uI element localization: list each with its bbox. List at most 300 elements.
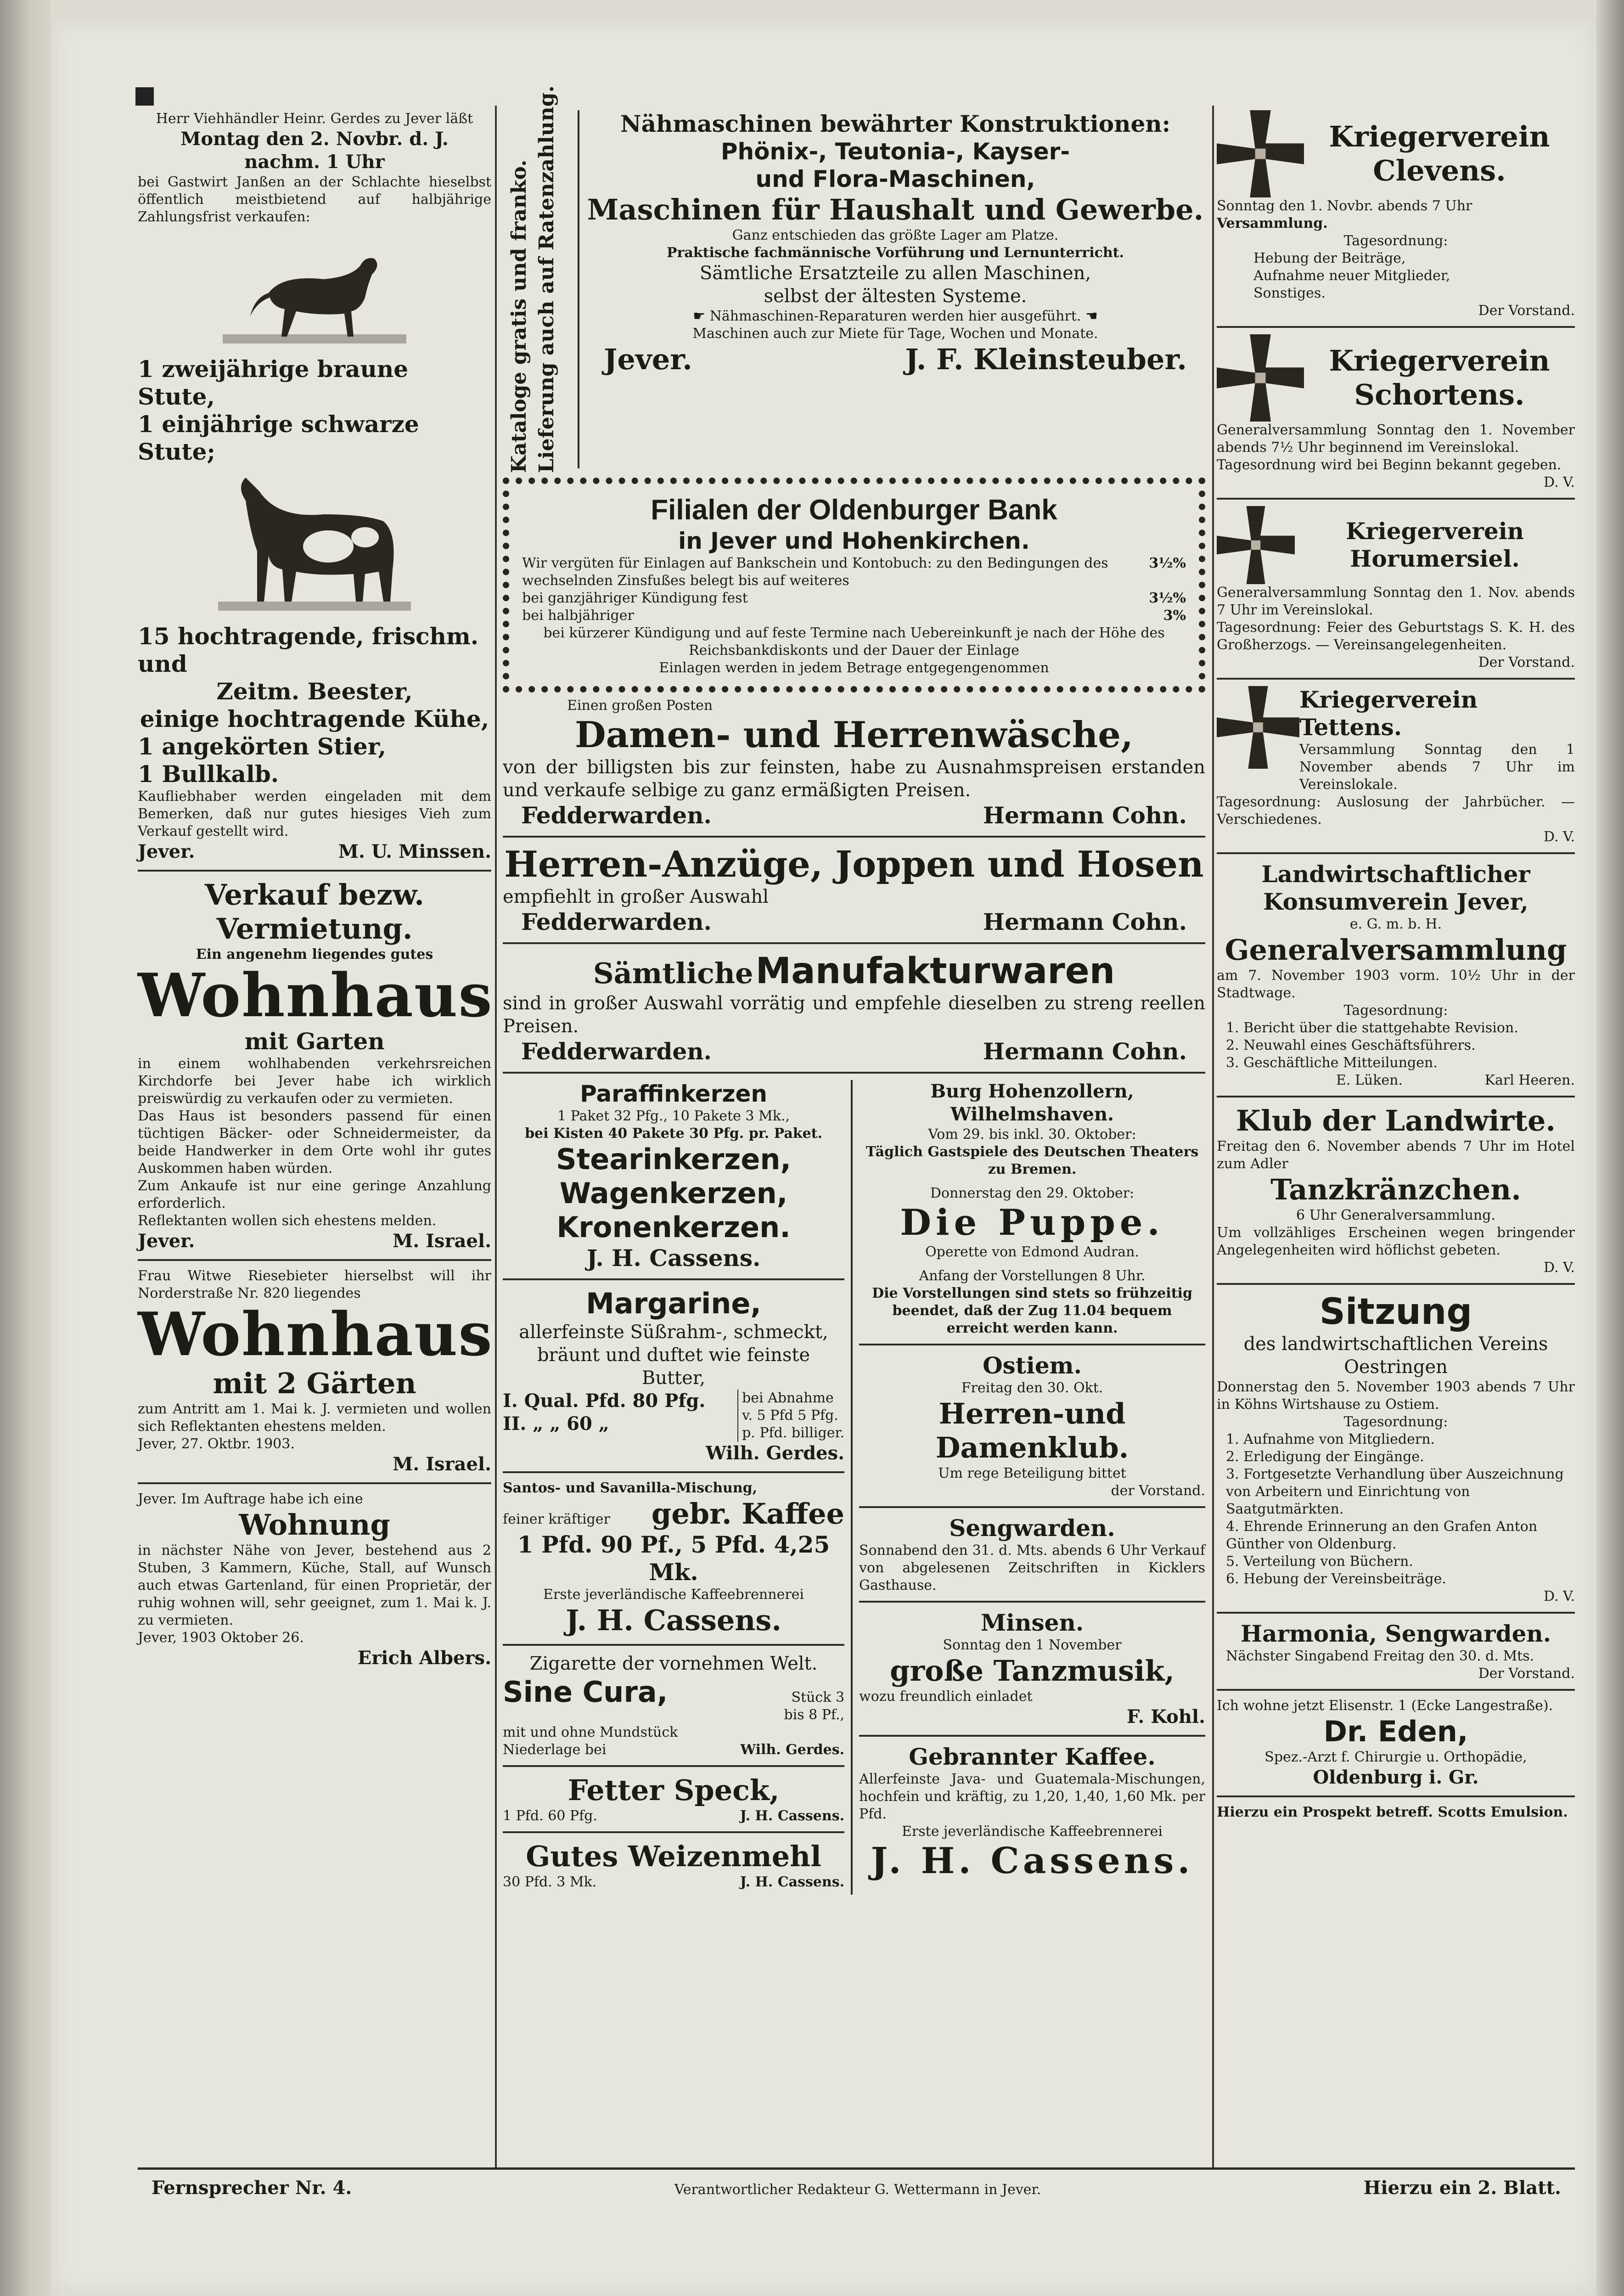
cattle-line1: 1 zweijährige braune Stute, (138, 355, 409, 410)
house1-title1: Verkauf bezw. (205, 878, 424, 912)
kriegerverein-schortens-ad (1217, 334, 1575, 491)
cattle-line4: Zeitm. Beester, (216, 678, 413, 705)
house2-intro: Frau Witwe Riesebieter hierselbst will ihr Norderstraße Nr. 820 liegendes (138, 1268, 491, 1301)
kriegerverein-horumersiel-ad (1217, 506, 1575, 671)
bank-sub: in Jever und Hohenkirchen. (678, 528, 1030, 554)
bacon-row (503, 1807, 844, 1825)
konsum-title3: e. G. m. b. H. (1349, 916, 1442, 932)
ostiem-title: Ostiem. (983, 1352, 1082, 1379)
cattle-signature-row (138, 840, 491, 863)
house1-text2: Das Haus ist besonders passend für einen tüchtigen Bäcker- oder Schneidermeister, da beide Handwerker in dem Orte wohl ihr gutes Auskommen haben würden. (138, 1108, 491, 1176)
schortens-text2: Tagesordnung wird bei Beginn bekannt gegeben. (1217, 457, 1562, 473)
konsum-a2: 2. Neuwahl eines Geschäftsführers. (1226, 1037, 1476, 1053)
cohn2-text: empfiehlt in großer Auswahl (503, 886, 769, 907)
bank-text2: bei ganzjähriger Kündigung fest (522, 590, 748, 606)
clevens-title1: Kriegerverein (1329, 120, 1550, 153)
footer-supplement: Hierzu ein 2. Blatt. (1363, 2177, 1561, 2199)
konsum-big: Generalversammlung (1225, 933, 1567, 967)
minsen-date: Sonntag den 1 November (943, 1637, 1122, 1653)
candles-title: Paraffinkerzen (580, 1080, 767, 1107)
klub-landwirte-ad (1217, 1104, 1575, 1277)
house-rent-ad (138, 1267, 491, 1476)
house1-intro: Ein angenehm liegendes gutes (196, 946, 433, 962)
cohn2-big: Herren-Anzüge, Joppen und Hosen (504, 844, 1204, 885)
house1-signature: M. Israel. (393, 1230, 491, 1252)
sitzung-a5: 5. Verteilung von Büchern. (1226, 1553, 1413, 1570)
coffee-ad (503, 1480, 844, 1638)
cigar-intro: Zigarette der vornehmen Welt. (529, 1653, 818, 1674)
clevens-header (1217, 110, 1575, 197)
clevens-a1: Hebung der Beiträge, (1253, 250, 1406, 266)
candles-ad (503, 1080, 844, 1272)
minsen-signature: F. Kohl. (1127, 1706, 1205, 1728)
sitzung-a4: 4. Ehrende Erinnerung an den Grafen Anton Günther von Oldenburg. (1226, 1519, 1538, 1552)
cigar-big: Sine Cura, (503, 1675, 668, 1709)
divider (503, 942, 1205, 944)
minsen-title: Minsen. (980, 1609, 1084, 1636)
divider (1217, 1795, 1575, 1797)
middle-column (503, 473, 1205, 1895)
footer-phone: Fernsprecher Nr. 4. (152, 2177, 352, 2199)
konsum-a1: 1. Bericht über die stattgehabte Revision. (1226, 1020, 1518, 1036)
klub-signature: D. V. (1543, 1260, 1575, 1276)
bank-text5: Einlagen werden in jedem Betrage entgegengenommen (659, 660, 1049, 676)
cattle-time: nachm. 1 Uhr (244, 151, 385, 173)
sewing-sub: Maschinen für Haushalt und Gewerbe. (587, 193, 1204, 226)
divider (503, 1831, 844, 1833)
coffee-note: Erste jeverländische Kaffeebrennerei (543, 1587, 804, 1603)
harmonia-title: Harmonia, Sengwarden. (1240, 1620, 1551, 1647)
right-column (1217, 110, 1575, 1821)
flour-row (503, 1874, 844, 1891)
cigar-price1: Stück 3 (791, 1689, 845, 1705)
installment-vertical-text: Lieferung auch auf Ratenzahlung. (535, 85, 558, 473)
minsen-big: große Tanzmusik, (890, 1654, 1174, 1688)
cohn3-big: Manufakturwaren (755, 951, 1115, 992)
divider (1217, 678, 1575, 680)
candles-text1: 1 Paket 32 Pfg., 10 Pakete 3 Mk., (557, 1108, 790, 1124)
cattle-line5: einige hochtragende Kühe, (140, 705, 489, 732)
coffee-signature: J. H. Cassens. (566, 1604, 781, 1637)
theater-text2: Täglich Gastspiele des Deutschen Theaters zu Bremen. (865, 1144, 1199, 1177)
sitzung-signature: D. V. (1543, 1588, 1575, 1604)
sitzung-ad (1217, 1291, 1575, 1605)
divider (1217, 326, 1575, 328)
roasted-coffee-ad (859, 1743, 1205, 1882)
cattle-date: Montag den 2. Novbr. d. J. (180, 128, 449, 150)
column-rule-right (1212, 106, 1214, 2167)
schortens-title1: Kriegerverein (1329, 344, 1550, 377)
sengwarden-text: Sonnabend den 31. d. Mts. abends 6 Uhr Verkauf von abgelesenen Zeitschriften in Kicklers Gasthause. (859, 1542, 1205, 1593)
klub-text2: 6 Uhr Generalversammlung. (1296, 1207, 1495, 1223)
sewing-title: Nähmaschinen bewährter Konstruktionen: (620, 110, 1171, 137)
house2-signature: M. Israel. (393, 1453, 491, 1475)
bank-rate3: 3% (1163, 608, 1186, 624)
coffee-title: gebr. Kaffee (651, 1497, 845, 1531)
flat-rent-ad (138, 1491, 491, 1670)
cigarette-ad (503, 1652, 844, 1759)
candles-line2: Wagenkerzen, (559, 1176, 788, 1210)
ostiem-big: Herren-und Damenklub. (935, 1397, 1129, 1464)
flat-signature: Erich Albers. (357, 1647, 491, 1669)
cohn2-signature-row (503, 908, 1205, 936)
theater-title: Burg Hohenzollern, Wilhelmshaven. (930, 1080, 1134, 1125)
house1-signature-row (138, 1230, 491, 1253)
sitzung-a2: 2. Erledigung der Eingänge. (1226, 1449, 1424, 1465)
sewing-text5: Nähmaschinen-Reparaturen werden hier ausgeführt. (709, 308, 1081, 324)
konsum-signature-row (1217, 1072, 1575, 1089)
harmonia-text: Nächster Singabend Freitag den 30. d. Mts. (1226, 1648, 1534, 1664)
house1-text3: Zum Ankaufe ist nur eine geringe Anzahlung erforderlich. (138, 1178, 491, 1211)
divider (859, 1601, 1205, 1603)
eden-text3: Oldenburg i. Gr. (1313, 1767, 1479, 1788)
left-column (138, 110, 491, 1673)
coffee2-note: Erste jeverländische Kaffeebrennerei (902, 1823, 1163, 1840)
bank-rate2: 3½% (1149, 590, 1186, 606)
house2-sub: mit 2 Gärten (213, 1367, 416, 1400)
bank-rate3-row (522, 607, 1186, 625)
cigar-signature: Wilh. Gerdes. (740, 1742, 845, 1758)
candles-line3: Kronenkerzen. (556, 1210, 791, 1244)
divider (1217, 852, 1575, 854)
cattle-line2: 1 einjährige schwarze Stute; (138, 411, 419, 465)
house-sale-ad (138, 878, 491, 1253)
sitzung-place: Oestringen (1344, 1356, 1448, 1378)
flour-price: 30 Pfd. 3 Mk. (503, 1874, 597, 1890)
divider (503, 1644, 844, 1646)
house2-big: Wohnhaus (138, 1299, 493, 1369)
cigar-sign-row (503, 1741, 844, 1759)
pointing-hand-icon: ☛ (693, 308, 710, 324)
konsum-a3: 3. Geschäftliche Mitteilungen. (1226, 1055, 1438, 1071)
margarine-note3: p. Pfd. billiger. (742, 1425, 845, 1441)
sewing-brands1: Phönix-, Teutonia-, Kayser- (720, 138, 1070, 165)
cohn-textiles-ad (503, 951, 1205, 1065)
konsum-sign2: Karl Heeren. (1484, 1072, 1575, 1088)
bacon-price: 1 Pfd. 60 Pfg. (503, 1808, 597, 1824)
house1-place-sign: Jever. (138, 1230, 195, 1252)
clevens-agenda-title: Tagesordnung: (1343, 233, 1448, 249)
horumersiel-title2: Horumersiel. (1350, 545, 1520, 572)
cohn-suits-ad (503, 844, 1205, 936)
theater-sub: Operette von Edmond Audran. (925, 1244, 1139, 1260)
divider (503, 1072, 1205, 1074)
bacon-signature: J. H. Cassens. (740, 1808, 845, 1824)
house1-big: Wohnhaus (138, 960, 493, 1030)
divider (138, 870, 491, 872)
cigar-title-row (503, 1675, 844, 1724)
margarine-text: allerfeinste Süßrahm-, schmeckt, bräunt und duftet wie feinste Butter, (519, 1322, 828, 1389)
konsumverein-ad (1217, 861, 1575, 1089)
cohn3-lead: Sämtliche (593, 957, 753, 990)
divider (1217, 1096, 1575, 1097)
cattle-signature: M. U. Minssen. (338, 841, 491, 862)
cattle-auction-ad (138, 110, 491, 863)
iron-cross-icon (1217, 506, 1295, 584)
cigar-price-block (784, 1689, 844, 1724)
konsum-agenda-title: Tagesordnung: (1343, 1002, 1448, 1019)
margarine-price-row (503, 1390, 844, 1442)
flat-date: Jever, 1903 Oktober 26. (138, 1630, 304, 1646)
coffee-title-row (503, 1497, 844, 1531)
horumersiel-titles (1295, 518, 1575, 573)
konsum-title1: Landwirtschaftlicher (1261, 861, 1530, 888)
schortens-signature: D. V. (1543, 474, 1575, 490)
pointing-hand-icon: ☚ (1085, 308, 1098, 324)
bank-title: Filialen der Oldenburger Bank (651, 494, 1057, 526)
divider (138, 1259, 491, 1261)
cohn1-place-sign: Fedderwarden. (521, 802, 712, 829)
cohn3-text: sind in großer Auswahl vorrätig und empfehle dieselben zu streng reellen Preisen. (503, 993, 1205, 1037)
konsum-text: am 7. November 1903 vorm. 10½ Uhr in der Stadtwage. (1217, 968, 1575, 1001)
margarine-title: Margarine, (586, 1287, 761, 1320)
theater-note: Die Vorstellungen sind stets so frühzeitig beendet, daß der Zug 11.04 bequem erreicht werden kann. (872, 1285, 1192, 1336)
candles-text2: bei Kisten 40 Pakete 30 Pfg. pr. Paket. (525, 1125, 822, 1142)
divider (859, 1344, 1205, 1345)
konsum-title2: Konsumverein Jever, (1263, 888, 1528, 915)
cohn1-signature-row (503, 802, 1205, 829)
divider (138, 1482, 491, 1484)
divider (503, 836, 1205, 838)
dr-eden-ad (1217, 1697, 1575, 1789)
clevens-titles (1304, 120, 1575, 188)
divider (1217, 1283, 1575, 1285)
bank-rate1: 3½% (1149, 555, 1186, 571)
bank-rate1-row (522, 555, 1186, 590)
coffee-intro2: feiner kräftiger (503, 1511, 610, 1527)
house1-text1: in einem wohlhabenden verkehrsreichen Kirchdorfe bei Jever habe ich wirklich preiswürdig zu verkaufen oder zu vermieten. (138, 1056, 491, 1107)
cattle-line7: 1 Bullkalb. (138, 760, 279, 788)
theater-ad (859, 1080, 1205, 1337)
horumersiel-title1: Kriegerverein (1345, 518, 1524, 545)
sewing-sidebar-vertical (503, 85, 581, 482)
page-edge (1596, 0, 1624, 2296)
clevens-a3: Sonstiges. (1253, 285, 1326, 301)
harmonia-signature: Der Vorstand. (1478, 1666, 1575, 1682)
tettens-text1: Versammlung Sonntag den 1 November abends 7 Uhr im Vereinslokale. (1299, 742, 1575, 793)
cohn-linen-ad (503, 697, 1205, 829)
house1-sub: mit Garten (244, 1028, 385, 1055)
harmonia-ad (1217, 1620, 1575, 1683)
sewing-brands2: und Flora-Maschinen, (755, 166, 1035, 192)
minsen-text: wozu freundlich einladet (859, 1688, 1033, 1705)
iron-cross-icon (1217, 110, 1304, 197)
cattle-place-sign: Jever. (138, 841, 195, 862)
sengwarden-ad (859, 1514, 1205, 1594)
tettens-signature: D. V. (1543, 829, 1575, 845)
house1-title2: Vermietung. (216, 912, 413, 945)
sitzung-big: Sitzung (1319, 1291, 1472, 1333)
cohn3-place-sign: Fedderwarden. (521, 1038, 712, 1065)
flour-title: Gutes Weizenmehl (526, 1840, 821, 1873)
margarine-prices (503, 1390, 705, 1442)
cohn2-signature: Hermann Cohn. (983, 908, 1187, 935)
klub-title: Klub der Landwirte. (1236, 1104, 1556, 1137)
ostiem-text: Um rege Beteiligung bittet (938, 1465, 1126, 1481)
house2-date: Jever, 27. Oktbr. 1903. (138, 1436, 295, 1452)
flat-text: in nächster Nähe von Jever, bestehend aus 2 Stuben, 3 Kammern, Küche, Stall, auf Wunsch auch etwas Gartenland, für einen Proprietär, der ruhig wohnen will, sehr geeignet, zum 1. Mai k. J. zu vermieten. (138, 1542, 491, 1628)
flour-ad (503, 1840, 844, 1891)
coffee2-signature: J. H. Cassens. (871, 1840, 1194, 1882)
column-rule-left (495, 106, 497, 2167)
cow-illustration (209, 468, 420, 620)
margarine-ad (503, 1287, 844, 1465)
sewing-text2: Praktische fachmännische Vorführung und Lernunterricht. (667, 245, 1124, 261)
margarine-q1: I. Qual. Pfd. 80 Pfg. (503, 1390, 706, 1412)
tettens-text2: Tagesordnung: Auslosung der Jahrbücher. — Verschiedenes. (1217, 794, 1575, 827)
registration-mark (135, 87, 154, 106)
coffee2-title: Gebrannter Kaffee. (909, 1743, 1156, 1770)
sewing-text3: Sämtliche Ersatzteile zu allen Maschinen, (699, 263, 1091, 284)
flat-intro: Jever. Im Auftrage habe ich eine (138, 1491, 363, 1507)
schortens-text1: Generalversammlung Sonntag den 1. November abends 7½ Uhr beginnend im Vereinslokal. (1217, 422, 1575, 456)
iron-cross-icon (1217, 686, 1299, 769)
theater-big: Die Puppe. (900, 1202, 1164, 1244)
ostiem-date: Freitag den 30. Okt. (961, 1380, 1103, 1396)
konsum-sign1: E. Lüken. (1336, 1072, 1403, 1088)
cattle-intro: Herr Viehhändler Heinr. Gerdes zu Jever läßt (156, 111, 473, 127)
cohn3-signature-row (503, 1038, 1205, 1065)
divider (503, 1471, 844, 1473)
sewing-text4: selbst der ältesten Systeme. (764, 286, 1027, 307)
house1-text4: Reflektanten wollen sich ehestens melden. (138, 1213, 437, 1229)
house2-text: zum Antritt am 1. Mai k. J. vermieten und wollen sich Reflektanten ehestens melden. (138, 1401, 491, 1435)
page-footer (152, 2177, 1561, 2200)
horumersiel-text2: Tagesordnung: Feier des Geburtstags S. K. H. des Großherzogs. — Vereinsangelegenheiten. (1217, 619, 1575, 653)
horumersiel-signature: Der Vorstand. (1478, 654, 1575, 670)
divider (1217, 498, 1575, 500)
eden-text2: Spez.-Arzt f. Chirurgie u. Orthopädie, (1264, 1749, 1527, 1765)
sitzung-a1: 1. Aufnahme von Mitgliedern. (1226, 1431, 1435, 1447)
middle-right-subcolumn (853, 1080, 1205, 1895)
cohn1-signature: Hermann Cohn. (983, 802, 1187, 829)
middle-split (503, 1080, 1205, 1895)
eden-big: Dr. Eden, (1323, 1715, 1468, 1748)
bacon-ad (503, 1773, 844, 1825)
clevens-text1: Sonntag den 1. Novbr. abends 7 Uhr (1217, 198, 1472, 214)
cohn3-signature: Hermann Cohn. (983, 1038, 1187, 1065)
margarine-q2: II. „ „ 60 „ (503, 1413, 609, 1435)
cohn1-big: Damen- und Herrenwäsche, (574, 714, 1134, 756)
margarine-signature: Wilh. Gerdes. (705, 1442, 845, 1464)
coffee-intro1: Santos- und Savanilla-Mischung, (503, 1480, 758, 1496)
bank-rate2-row (522, 590, 1186, 607)
divider (503, 1278, 844, 1280)
coffee-price: 1 Pfd. 90 Pf., 5 Pfd. 4,25 Mk. (517, 1531, 830, 1586)
bacon-title: Fetter Speck, (568, 1773, 780, 1807)
minsen-ad (859, 1609, 1205, 1728)
divider (1217, 1689, 1575, 1691)
sengwarden-title: Sengwarden. (949, 1514, 1115, 1542)
bank-text1: Wir vergüten für Einlagen auf Bankschein und Kontobuch: zu den Bedingungen des wechselnden Zinsfußes belegt bis auf weiteres (522, 555, 1108, 589)
ostiem-signature: der Vorstand. (1111, 1483, 1205, 1499)
prospekt-note: Hierzu ein Prospekt betreff. Scotts Emulsion. (1217, 1804, 1568, 1820)
bank-text4: bei kürzerer Kündigung und auf feste Termine nach Uebereinkunft je nach der Höhe des Reichsbankdiskonts und der Dauer der Einlage (543, 625, 1165, 658)
footer-rule (138, 2167, 1575, 2170)
cigar-text2: Niederlage bei (503, 1742, 607, 1758)
divider (859, 1735, 1205, 1737)
flour-signature: J. H. Cassens. (740, 1874, 845, 1890)
klub-big: Tanzkränzchen. (1270, 1173, 1521, 1206)
cattle-place: bei Gastwirt Janßen an der Schlachte hieselbst öffentlich meistbietend auf halbjährige Zahlungsfrist verkaufen: (138, 174, 491, 225)
cohn3-title-row (503, 951, 1205, 992)
tettens-titles (1299, 686, 1575, 793)
cohn2-place-sign: Fedderwarden. (521, 908, 712, 935)
flat-big: Wohnung (239, 1508, 390, 1542)
divider (1217, 1612, 1575, 1614)
cattle-line3: 15 hochtragende, frischm. und (138, 623, 479, 677)
cattle-note: Kaufliebhaber werden eingeladen mit dem Bemerken, daß nur gutes hiesiges Vieh zum Verkauf gestellt wird. (138, 788, 491, 839)
sewing-sidebar-rule (578, 110, 579, 468)
cattle-line6: 1 angekörten Stier, (138, 733, 386, 760)
bank-text3: bei halbjähriger (522, 608, 634, 624)
tettens-title: Kriegerverein Tettens. (1299, 686, 1478, 741)
sitzung-a6: 6. Hebung der Vereinsbeiträge. (1226, 1571, 1446, 1587)
footer-editor: Verantwortlicher Redakteur G. Wettermann in Jever. (674, 2182, 1041, 2198)
catalog-vertical-text: Kataloge gratis und franko. (507, 159, 531, 473)
kriegerverein-clevens-ad (1217, 110, 1575, 320)
klub-text3: Um vollzähliges Erscheinen wegen bringender Angelegenheiten wird höflichst gebeten. (1217, 1225, 1575, 1258)
sewing-ad (585, 110, 1205, 377)
divider (503, 1765, 844, 1767)
candles-line1: Stearinkerzen, (556, 1142, 792, 1176)
eden-text1: Ich wohne jetzt Elisenstr. 1 (Ecke Langestraße). (1217, 1698, 1553, 1714)
horumersiel-header (1217, 506, 1575, 584)
divider (859, 1506, 1205, 1508)
cohn1-intro: Einen großen Posten (567, 698, 713, 714)
iron-cross-icon (1217, 334, 1304, 422)
clevens-text2: Versammlung. (1217, 215, 1328, 231)
clevens-title2: Clevens. (1373, 154, 1506, 187)
sitzung-text: Donnerstag den 5. November 1903 abends 7 Uhr in Köhns Wirtshause zu Ostiem. (1217, 1379, 1575, 1412)
sewing-text6: Maschinen auch zur Miete für Tage, Wochen und Monate. (692, 326, 1098, 342)
ostiem-ad (859, 1352, 1205, 1500)
margarine-note2: v. 5 Pfd 5 Pfg. (742, 1407, 838, 1424)
middle-left-subcolumn (503, 1080, 853, 1895)
book-binding (0, 0, 51, 2296)
clevens-signature: Der Vorstand. (1478, 303, 1575, 319)
klub-text: Freitag den 6. November abends 7 Uhr im Hotel zum Adler (1217, 1138, 1575, 1172)
schortens-header (1217, 334, 1575, 422)
margarine-note1: bei Abnahme (742, 1390, 834, 1406)
sewing-signature-row (585, 343, 1205, 377)
sitzung-agenda-title: Tagesordnung: (1343, 1414, 1448, 1430)
sitzung-sub: des landwirtschaftlichen Vereins (1243, 1334, 1548, 1355)
theater-date: Donnerstag den 29. Oktober: (930, 1185, 1135, 1201)
margarine-notes (737, 1390, 844, 1442)
tettens-header (1217, 686, 1575, 793)
theater-text1: Vom 29. bis inkl. 30. Oktober: (928, 1126, 1136, 1142)
kriegerverein-tettens-ad (1217, 686, 1575, 846)
horumersiel-text1: Generalversammlung Sonntag den 1. Nov. abends 7 Uhr im Vereinslokal. (1217, 585, 1575, 618)
sewing-text5-row (585, 308, 1205, 325)
cigar-price2: bis 8 Pf., (784, 1707, 845, 1723)
schortens-titles (1304, 344, 1575, 412)
schortens-title2: Schortens. (1354, 378, 1525, 411)
theater-start: Anfang der Vorstellungen 8 Uhr. (919, 1268, 1146, 1284)
horse-illustration (214, 229, 416, 353)
cigar-text1: mit und ohne Mundstück (503, 1724, 678, 1740)
clevens-a2: Aufnahme neuer Mitglieder, (1253, 268, 1450, 284)
sewing-signature: J. F. Kleinsteuber. (905, 343, 1187, 376)
bank-ad (503, 478, 1205, 692)
cohn1-text: von der billigsten bis zur feinsten, habe zu Ausnahmspreisen erstanden und verkaufe selbige zu ganz ermäßigten Preisen. (503, 757, 1205, 801)
candles-signature: J. H. Cassens. (586, 1244, 761, 1272)
sitzung-a3: 3. Fortgesetzte Verhandlung über Auszeichnung von Arbeitern und Einrichtung von Saatgutmärkten. (1226, 1466, 1564, 1517)
sewing-text1: Ganz entschieden das größte Lager am Platze. (732, 227, 1059, 243)
sewing-place-sign: Jever. (604, 343, 692, 376)
coffee2-text: Allerfeinste Java- und Guatemala-Mischungen, hochfein und kräftig, zu 1,20, 1,40, 1,60 Mk. per Pfd. (859, 1771, 1205, 1822)
